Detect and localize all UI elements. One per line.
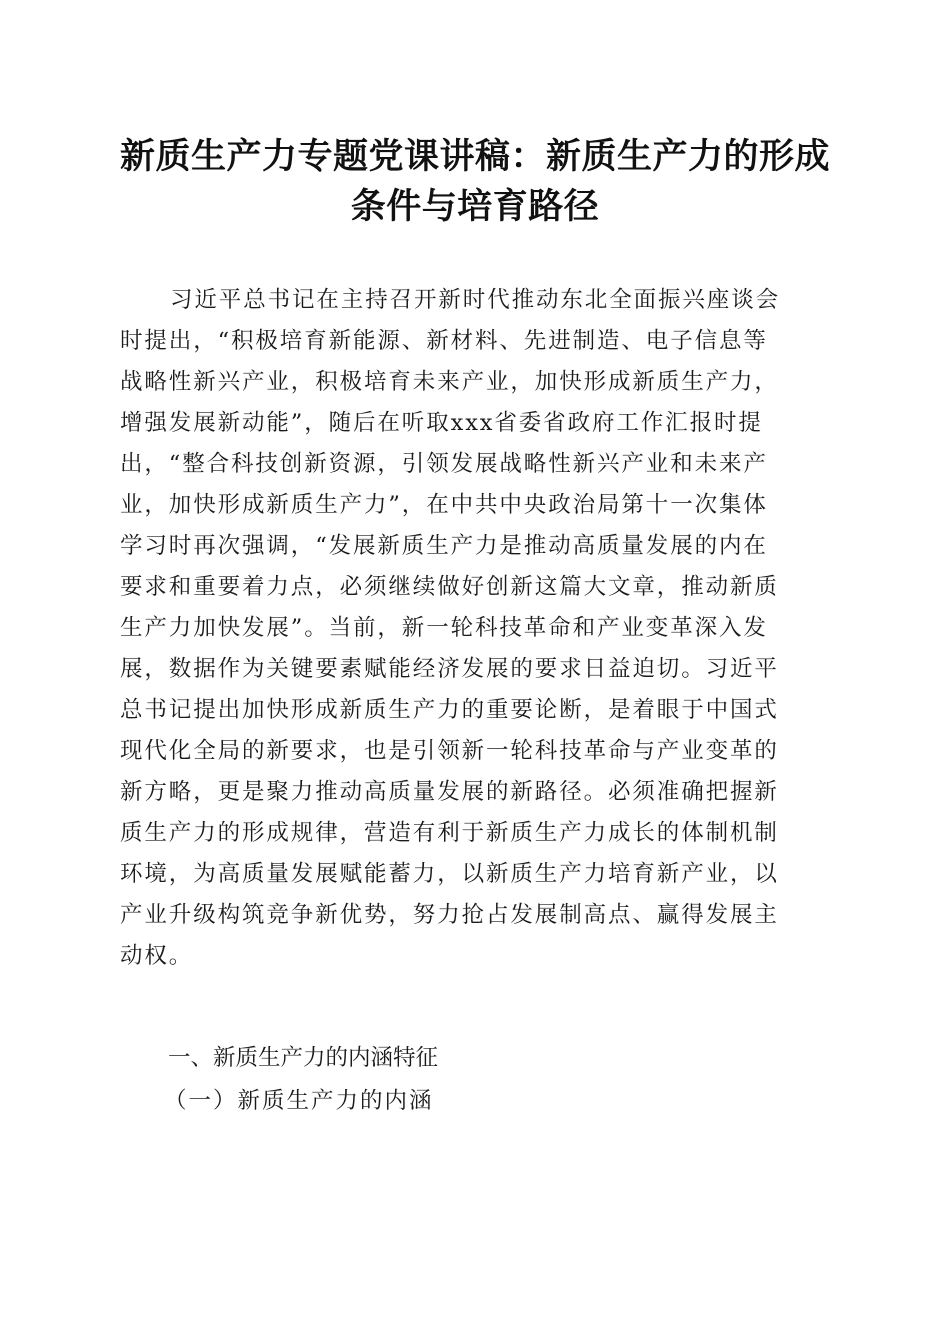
paragraph-line: 时提出，“积极培育新能源、新材料、先进制造、电子信息等 [120,328,768,354]
paragraph-line: 习近平总书记在主持召开新时代推动东北全面振兴座谈会 [170,287,781,313]
title-line: 新质生产力专题党课讲稿：新质生产力的形成 [119,136,830,177]
paragraph-line: 动权。 [120,943,194,969]
paragraph-line: 业，加快形成新质生产力”，在中共中央政治局第十一次集体 [120,492,768,518]
paragraph-line: 学习时再次强调，“发展新质生产力是推动高质量发展的内在 [120,533,768,559]
paragraph-line: 战略性新兴产业，积极培育未来产业，加快形成新质生产力， [120,369,779,395]
document-title [100,132,850,232]
paragraph-line: 新方略，更是聚力推动高质量发展的新路径。必须准确把握新 [120,779,779,805]
paragraph-line: 展，数据作为关键要素赋能经济发展的要求日益迫切。习近平 [120,656,779,682]
intro-paragraph [120,280,832,977]
paragraph-line: 出，“整合科技创新资源，引领发展战略性新兴产业和未来产 [120,451,768,477]
document-body [120,280,832,977]
paragraph-line: 环境，为高质量发展赋能蓄力，以新质生产力培育新产业，以 [120,861,779,887]
paragraph-line: 要求和重要着力点，必须继续做好创新这篇大文章，推动新质 [120,574,779,600]
paragraph-line: 生产力加快发展”。当前，新一轮科技革命和产业变革深入发 [120,615,768,641]
paragraph-line: 质生产力的形成规律，营造有利于新质生产力成长的体制机制 [120,820,779,846]
paragraph-line: 总书记提出加快形成新质生产力的重要论断，是着眼于中国式 [120,697,779,723]
paragraph-line: 现代化全局的新要求，也是引领新一轮科技革命与产业变革的 [120,738,779,764]
subsection-heading: （一）新质生产力的内涵 [164,1088,434,1114]
section-heading: 一、新质生产力的内涵特征 [168,1045,439,1071]
paragraph-line: 产业升级构筑竞争新优势，努力抢占发展制高点、赢得发展主 [120,902,779,928]
paragraph-line: 增强发展新动能”，随后在听取xxx省委省政府工作汇报时提 [120,410,763,436]
title-line: 条件与培育路径 [350,186,600,227]
